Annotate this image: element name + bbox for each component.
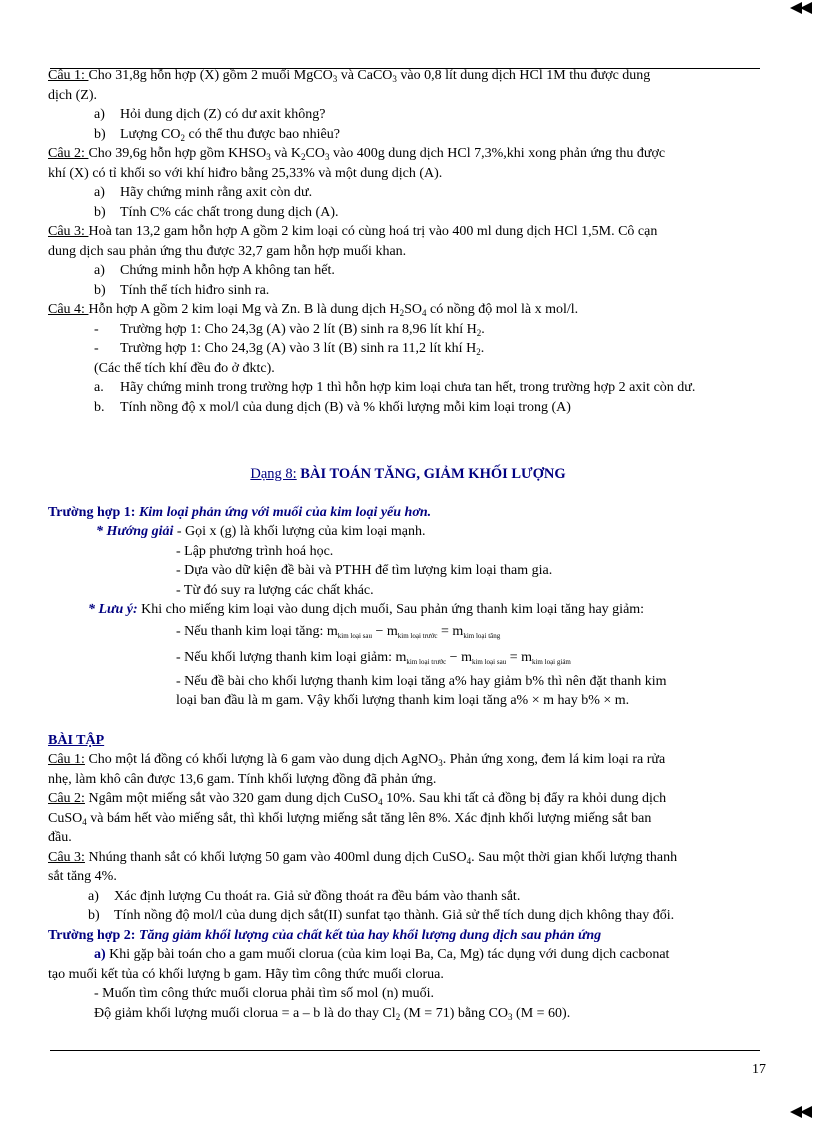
item-text [120, 339, 484, 359]
item-marker: - [94, 321, 99, 337]
subscript: 3 [508, 1011, 513, 1022]
question-3-text: Hoà tan 13,2 gam hỗn hợp A gồm 2 kim loại có cùng hoá trị vào 400 ml dung dịch HCl 1,5M. Cô cạn [88, 224, 658, 239]
item-text-part: Trường hợp 1: Cho 24,3g (A) vào 3 lít (B) sinh ra 11,2 lít khí H [120, 341, 477, 356]
question-4 [48, 300, 768, 320]
question-2 [48, 144, 768, 183]
case-2-line: - Muốn tìm công thức muối clorua phải tìm số mol (n) muối. [94, 986, 435, 1001]
formula-1 [327, 624, 500, 639]
section-title [48, 465, 768, 485]
exercise-text: . Phản ứng xong, đem lá kim loại ra rửa [442, 752, 666, 767]
case-1-note [48, 600, 768, 620]
formula-subscript: kim loại tăng [463, 631, 501, 640]
case-1-heading [48, 503, 768, 523]
exercise-1 [48, 750, 768, 789]
section-label: Dạng 8: [250, 466, 297, 482]
item-marker: - [94, 341, 99, 356]
question-1 [48, 66, 768, 105]
exercise-text: sắt tăng 4%. [48, 869, 117, 884]
exercise-1-label: Câu 1: [48, 752, 85, 767]
question-3-item-a [48, 261, 768, 281]
subscript: 2 [395, 1011, 401, 1022]
item-text: Tính thể tích hiđro sinh ra. [120, 282, 270, 298]
item-text: Chứng minh hỗn hợp A không tan hết. [120, 263, 335, 278]
page-border-arrows [780, 0, 816, 1123]
case-1-guide [48, 522, 768, 542]
item-text: Tính nồng độ mol/l của dung dịch sắt(II) sunfat tạo thành. Giả sử thể tích dung dịch không thay đổi. [114, 908, 675, 923]
question-4-case-2 [48, 339, 768, 359]
subscript: 4 [421, 308, 427, 318]
exercise-text: nhẹ, làm khô cân được 13,6 gam. Tính khối lượng đồng đã phản ứng. [48, 771, 437, 787]
formula-subscript: kim loại giảm [531, 657, 571, 666]
exercise-text: Ngâm một miếng sắt vào 320 gam dung dịch CuSO [84, 791, 379, 806]
rule-3-cont: loại ban đầu là m gam. Vậy khối lượng thanh kim loại tăng a% × m hay b% × m. [176, 693, 630, 708]
item-marker: a) [88, 888, 99, 904]
main-content [48, 66, 768, 1023]
item-text-part: . [480, 341, 485, 356]
question-4-label: Câu 4: [48, 302, 89, 317]
question-4-text: SO [404, 302, 422, 317]
bottom-rule [50, 1050, 760, 1051]
exercise-2 [48, 789, 768, 848]
item-marker: b) [94, 126, 106, 142]
item-text-part: . [481, 321, 485, 337]
question-1-text: vào 0,8 lít dung dịch HCl 1M thu được dung [396, 68, 651, 83]
item-marker: b) [94, 204, 106, 220]
item-text-part: Lượng CO [120, 126, 181, 142]
formula-subscript: kim loại trước [397, 631, 438, 640]
item-text: Tính nồng độ x mol/l của dung dịch (B) và % khối lượng mỗi kim loại trong (A) [120, 399, 571, 415]
exercise-text: và bám hết vào miếng sắt, thì khối lượng miếng sắt tăng lên 8%. Xác định khối lượng miếng sắt ban [86, 810, 652, 826]
page-number: 17 [752, 1062, 766, 1077]
subscript: 4 [378, 797, 383, 807]
subscript: 2 [399, 308, 405, 318]
case-2-line-text: (M = 71) bằng CO [400, 1005, 509, 1021]
item-marker: b) [88, 908, 100, 923]
formula-subscript: kim loại sau [337, 631, 372, 640]
formula-subscript: kim loại sau [471, 657, 507, 666]
question-3 [48, 222, 768, 261]
exercises-heading: BÀI TẬP [48, 732, 105, 748]
question-4-case-1 [48, 320, 768, 340]
formula-symbol: − m [446, 649, 472, 665]
question-2-text: vào 400g dung dịch HCl 7,3%,khi xong phản ứng thu được [329, 146, 666, 161]
case-2-a-text: Khi gặp bài toán cho a gam muối clorua (của kim loại Ba, Ca, Mg) tác dụng với dung dịch cacbonat [105, 947, 670, 962]
guide-line: - Từ đó suy ra lượng các chất khác. [176, 582, 374, 598]
exercise-3-item-b [48, 906, 768, 926]
formula-symbol: = m [437, 623, 464, 639]
exercise-text: Nhúng thanh sắt có khối lượng 50 gam vào 400ml dung dịch CuSO [84, 849, 467, 865]
item-marker: b) [94, 282, 106, 298]
item-text-part: có thể thu được bao nhiêu? [185, 126, 340, 142]
formula-2 [396, 650, 571, 665]
guide-line: - Dựa vào dữ kiện đề bài và PTHH để tìm lượng kim loại tham gia. [176, 563, 553, 578]
question-3-item-b [48, 281, 768, 301]
rule-3: - Nếu đề bài cho khối lượng thanh kim loại tăng a% hay giảm b% thì nên đặt thanh kim [176, 673, 667, 689]
question-1-label: Câu 1: [48, 68, 89, 83]
formula-symbol: − m [371, 623, 398, 639]
exercise-3-label: Câu 3: [48, 849, 85, 865]
case-2-heading [48, 926, 768, 946]
guide-line: - Lập phương trình hoá học. [176, 543, 334, 559]
spacer [48, 485, 768, 503]
item-text: Xác định lượng Cu thoát ra. Giả sử đồng thoát ra đều bám vào thanh sắt. [114, 888, 521, 904]
item-text [120, 320, 485, 340]
item-text: Hỏi dung dịch (Z) có dư axit không? [120, 107, 326, 122]
rule-text: - Nếu thanh kim loại tăng: [176, 623, 327, 639]
guide-line: - Gọi x (g) là khối lượng của kim loại mạnh. [173, 524, 426, 539]
case-2-a-text: tạo muối kết tủa có khối lượng b gam. Hãy tìm công thức muối clorua. [48, 966, 444, 982]
formula-subscript: kim loại trước [406, 657, 447, 666]
rule-text: - Nếu khối lượng thanh kim loại giảm: [176, 649, 396, 665]
question-3-label: Câu 3: [48, 224, 89, 239]
item-text: Hãy chứng minh trong trường hợp 1 thì hỗn hợp kim loại chưa tan hết, trong trường hợp 2 axit còn dư. [120, 380, 696, 395]
item-marker: a. [94, 380, 104, 395]
question-4-text: có nồng độ mol là x mol/l. [426, 302, 579, 317]
exercise-text: . Sau một thời gian khối lượng thanh [471, 849, 678, 865]
subscript: 2 [476, 327, 482, 338]
question-4-item-a [48, 378, 768, 398]
case-1-title: Kim loại phản ứng với muối của kim loại yếu hơn. [138, 504, 432, 520]
guide-label: * Hướng giải [96, 524, 174, 539]
item-text: Tính C% các chất trong dung dịch (A). [120, 204, 339, 220]
question-1-text: dịch (Z). [48, 87, 97, 103]
formula-symbol: m [326, 623, 338, 639]
item-text [120, 125, 340, 145]
exercise-2-label: Câu 2: [48, 791, 85, 806]
item-text: Hãy chứng minh rằng axit còn dư. [120, 185, 313, 200]
spacer [48, 417, 768, 465]
case-1-label: Trường hợp 1: [48, 504, 139, 520]
subscript: 2 [301, 152, 306, 162]
case-2-a [48, 945, 768, 984]
item-marker: b. [94, 399, 105, 415]
exercise-text: CuSO [48, 810, 83, 826]
note-text: Khi cho miếng kim loại vào dung dịch muối, Sau phản ứng thanh kim loại tăng hay giảm: [137, 602, 645, 617]
subscript: 4 [466, 855, 472, 866]
case-2-line-text: Độ giảm khối lượng muối clorua = a – b là do thay Cl [94, 1005, 396, 1021]
question-2-text: khí (X) có tỉ khối so với khí hiđro bằng 25,33% và một dung dịch (A). [48, 165, 443, 181]
subscript: 2 [180, 132, 185, 143]
item-text-part: Trường hợp 1: Cho 24,3g (A) vào 2 lít (B) sinh ra 8,96 lít khí H [120, 321, 477, 337]
item-marker: a) [94, 107, 105, 122]
question-1-text: và CaCO [337, 68, 393, 83]
item-marker: a) [94, 185, 105, 200]
subscript: 3 [324, 152, 330, 162]
note-label: * Lưu ý: [88, 602, 138, 617]
exercise-text: đầu. [48, 830, 72, 845]
question-2-item-a [48, 183, 768, 203]
question-1-text: Cho 31,8g hỗn hợp (X) gồm 2 muối MgCO [88, 68, 333, 83]
case-2-label: Trường hợp 2: [48, 927, 139, 943]
case-2-a-label: a) [94, 947, 106, 962]
formula-symbol: m [395, 649, 407, 665]
spacer [48, 711, 768, 731]
question-2-text: Cho 39,6g hỗn hợp gồm KHSO [88, 146, 267, 161]
question-1-item-a [48, 105, 768, 125]
exercise-text: Cho một lá đồng có khối lượng là 6 gam vào dung dịch AgNO [84, 752, 439, 767]
case-2-title: Tăng giảm khối lượng của chất kết tủa hay khối lượng dung dịch sau phản ứng [138, 927, 602, 943]
question-2-text: và K [270, 146, 302, 161]
exercise-3-item-a [48, 887, 768, 907]
section-title-text: BÀI TOÁN TĂNG, GIẢM KHỐI LƯỢNG [296, 466, 566, 482]
question-4-item-b [48, 398, 768, 418]
question-1-item-b [48, 125, 768, 145]
exercise-3 [48, 848, 768, 887]
question-2-label: Câu 2: [48, 146, 89, 161]
exercise-text: 10%. Sau khi tất cả đồng bị đẩy ra khỏi dung dịch [382, 791, 667, 806]
subscript: 3 [332, 74, 338, 84]
case-2-line-text: (M = 60). [512, 1005, 571, 1021]
subscript: 3 [438, 758, 443, 768]
question-4-note: (Các thể tích khí đều đo ở đktc). [94, 360, 275, 376]
subscript: 3 [392, 74, 397, 84]
subscript: 3 [266, 152, 271, 162]
question-4-text: Hỗn hợp A gồm 2 kim loại Mg và Zn. B là dung dịch H [88, 302, 400, 317]
case-2-formula-line [48, 1004, 768, 1024]
question-2-item-b [48, 203, 768, 223]
subscript: 2 [476, 347, 481, 357]
subscript: 4 [82, 816, 87, 827]
question-2-text: CO [305, 146, 325, 161]
item-marker: a) [94, 263, 105, 278]
question-3-text: dung dịch sau phản ứng thu được 32,7 gam hỗn hợp muối khan. [48, 243, 407, 259]
rule-1 [48, 620, 768, 644]
formula-symbol: = m [506, 649, 532, 665]
rule-2 [48, 644, 768, 672]
